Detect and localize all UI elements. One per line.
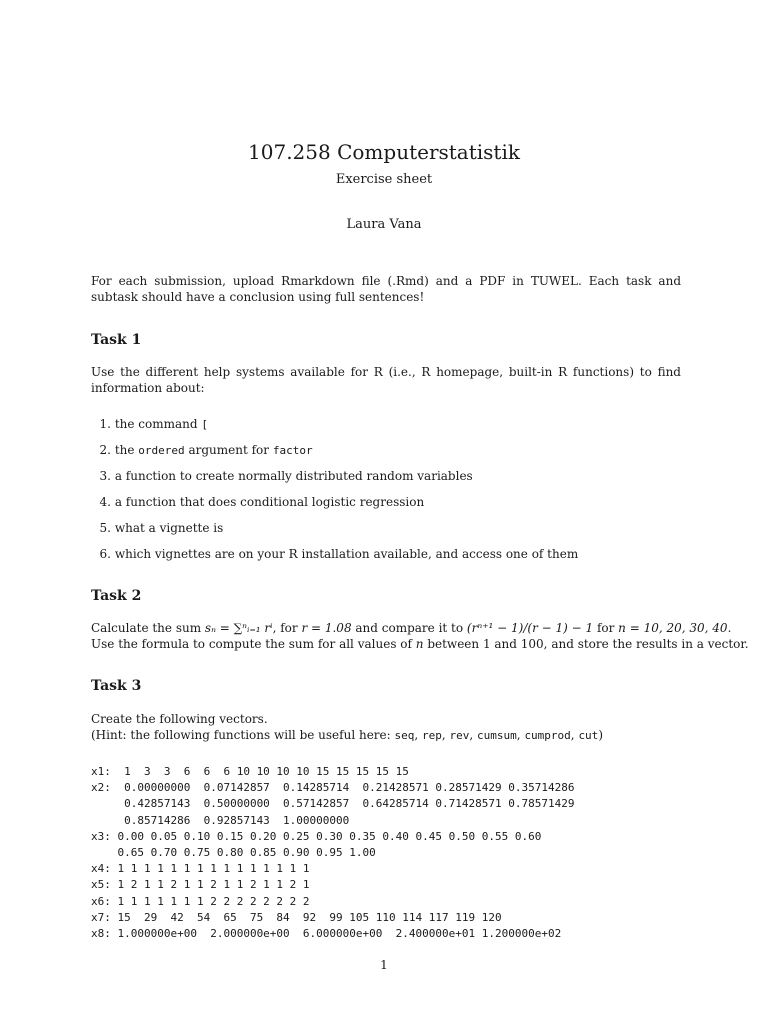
document-author: Laura Vana [346, 217, 422, 232]
task2-heading: Task 2 [91, 588, 142, 604]
page-number: 1 [380, 958, 388, 972]
task3-line1: Create the following vectors. [91, 712, 268, 726]
intro-paragraph: For each submission, upload Rmarkdown file (.Rmd) and a PDF in TUWEL. Each task and subtask should have a conclusion using full sentences! [91, 274, 681, 304]
sum-expression: sₙ = ∑ⁿᵢ₌₁ rⁱ [204, 621, 273, 635]
task3-heading: Task 3 [91, 678, 142, 694]
list-item: 5. what a vignette is [99, 521, 224, 535]
list-item: 2. the ordered argument for factor [99, 443, 313, 457]
task1-heading: Task 1 [91, 332, 142, 348]
list-item: 4. a function that does conditional logistic regression [99, 495, 425, 509]
document-title: 107.258 Computerstatistik [248, 140, 520, 164]
list-item: 6. which vignettes are on your R installation available, and access one of them [99, 547, 579, 561]
task1-list [91, 416, 578, 572]
vector-output-block: x1: 1 3 3 6 6 6 10 10 10 10 15 15 15 15 15 x2: 0.00000000 0.07142857 0.14285714 0.21428571 0.28571429 0.35714286 0.42857143 0.50000000 0.57142857 0.64285714 0.71428571 0.78571429 0.85714286 0.92857143 1.00000000 x3: 0.00 0.05 0.10 0.15 0.20 0.25 0.30 0.35 0.40 0.45 0.50 0.55 0.60 0.65 0.70 0.75 0.80 0.85 0.90 0.95 1.00 x4: 1 1 1 1 1 1 1 1 1 1 1 1 1 1 1 x5: 1 2 1 1 2 1 1 2 1 1 2 1 1 2 1 x6: 1 1 1 1 1 1 1 2 2 2 2 2 2 2 2 x7: 15 29 42 54 65 75 84 92 99 105 110 114 117 119 120 x8: 1.000000e+00 2.000000e+00 6.000000e+00 2.400000e+01 1.200000e+02 [91, 765, 575, 941]
task2-line1: Calculate the sum sₙ = ∑ⁿᵢ₌₁ rⁱ, for r = 1.08 and compare it to (rⁿ⁺¹ − 1)/(r − 1) − 1 for n = 10, 20, 30, 40. [91, 621, 732, 635]
closed-form-formula: (rⁿ⁺¹ − 1)/(r − 1) − 1 [466, 621, 594, 635]
list-item: 3. a function to create normally distributed random variables [99, 469, 473, 483]
task2-line2: Use the formula to compute the sum for all values of n between 1 and 100, and store the results in a vector. [91, 637, 749, 651]
list-item: 1. the command [ [99, 417, 209, 431]
task3-hint: (Hint: the following functions will be useful here: seq, rep, rev, cumsum, cumprod, cut) [91, 728, 603, 742]
task1-text: Use the different help systems available for R (i.e., R homepage, built-in R functions) to find information about: [91, 365, 681, 395]
document-subtitle: Exercise sheet [335, 172, 433, 187]
